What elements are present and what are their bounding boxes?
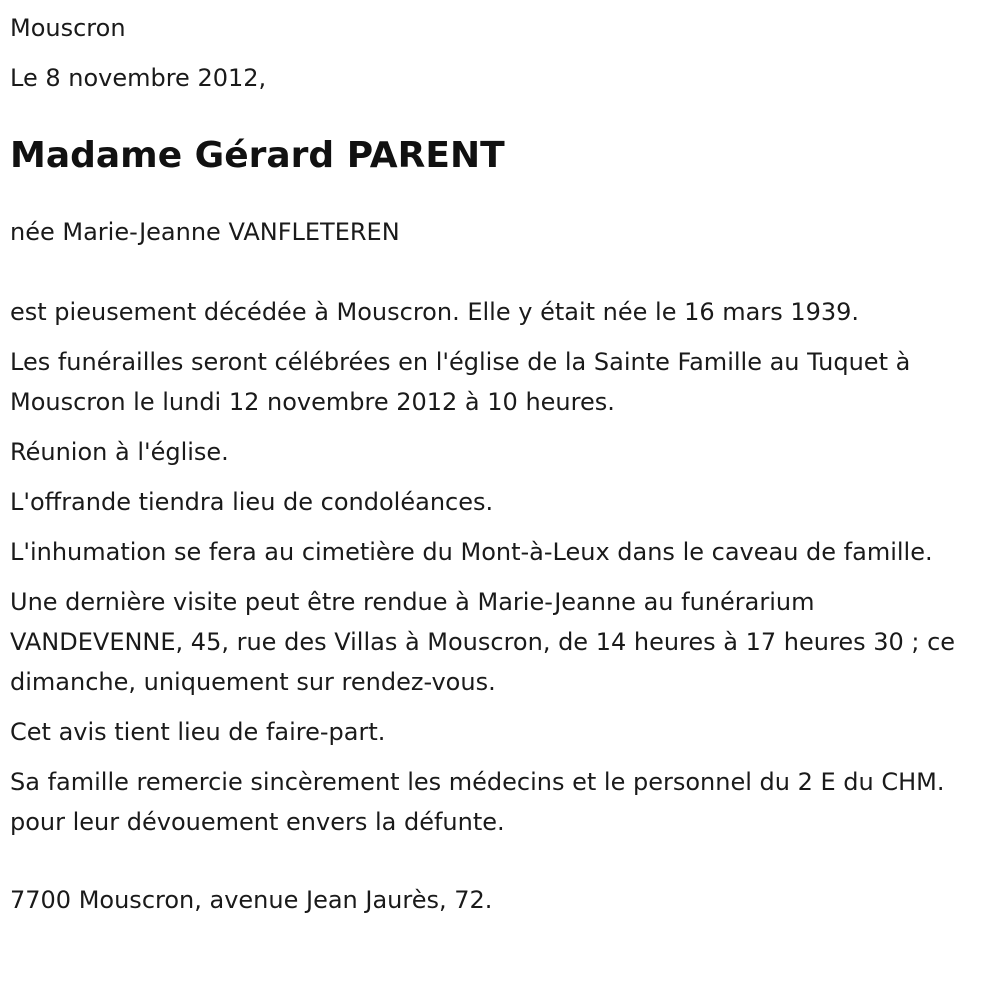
paragraph-announcement: Cet avis tient lieu de faire-part. (10, 718, 386, 746)
maiden-name: née Marie-Jeanne VANFLETEREN (10, 218, 400, 246)
paragraph-offering: L'offrande tiendra lieu de condoléances. (10, 488, 494, 516)
date-line: Le 8 novembre 2012, (10, 64, 267, 92)
family-address: 7700 Mouscron, avenue Jean Jaurès, 72. (10, 886, 493, 914)
notice-body (10, 292, 990, 842)
paragraph-death: est pieusement décédée à Mouscron. Elle y était née le 16 mars 1939. (10, 298, 860, 326)
paragraph-burial: L'inhumation se fera au cimetière du Mont-à-Leux dans le caveau de famille. (10, 538, 933, 566)
deceased-name: Madame Gérard PARENT (10, 135, 505, 176)
paragraph-visit: Une dernière visite peut être rendue à Marie-Jeanne au funérarium VANDEVENNE, 45, rue des Villas à Mouscron, de 14 heures à 17 heures 30 ; ce dimanche, uniquement sur rendez-vous. (10, 588, 956, 696)
paragraph-thanks: Sa famille remercie sincèrement les médecins et le personnel du 2 E du CHM. pour leur dévouement envers la défunte. (10, 768, 945, 836)
location-heading: Mouscron (10, 14, 126, 42)
paragraph-meeting: Réunion à l'église. (10, 438, 229, 466)
paragraph-funeral: Les funérailles seront célébrées en l'église de la Sainte Famille au Tuquet à Mouscron le lundi 12 novembre 2012 à 10 heures. (10, 348, 911, 416)
